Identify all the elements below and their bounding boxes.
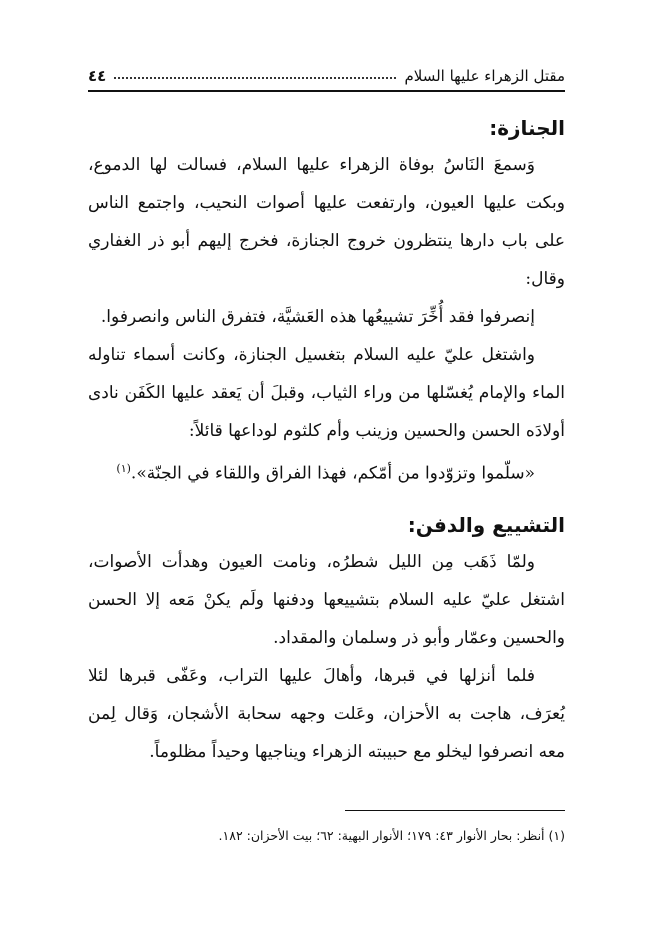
quote-paragraph <box>88 450 565 493</box>
section-heading-funeral: الجنازة: <box>489 116 565 140</box>
page-number: ٤٤ <box>88 67 107 85</box>
section-gap <box>88 493 565 507</box>
footnote: (١) أنظر: بحار الأنوار ٤٣: ١٧٩؛ الأنوار البهية: ٦٢؛ بيت الأحزان: ١٨٢. <box>218 828 565 843</box>
running-header <box>88 55 565 85</box>
paragraph: واشتغل عليّ عليه السلام بتغسيل الجنازة، وكانت أسماء تناوله الماء والإمام يُغسّلها من وراء الثياب، وقبلَ أن يَعقد عليها الكَفَن نادى أولادَه الحسن والحسين وزينب وأم كلثوم لوداعها قائلاً: <box>88 345 565 441</box>
footnote-marker: (١) <box>116 462 131 475</box>
paragraph: إنصرفوا فقد أُخِّرَ تشييعُها هذه العَشيَّة، فتفرق الناس وانصرفوا. <box>100 307 535 327</box>
paragraph: ولمّا ذَهَب مِن الليل شطرُه، ونامت العيون وهدأت الأصوات، اشتغل عليّ عليه السلام بتشييعها ودفنها ولَم يكنْ مَعه إلا الحسن والحسين وعمّار وأبو ذر وسلمان والمقداد. <box>88 551 565 648</box>
paragraph: وَسمعَ النَاسُ بوفاة الزهراء عليها السلام، فسالت لها الدموع، وبكت عليها العيون، وارتفعت عليها أصوات النحيب، واجتمع الناس على باب دارها ينتظرون خروج الجنازة، فخرج إليهم أبو ذر الغفاري وقال: <box>88 155 565 289</box>
footnote-rule <box>345 810 565 811</box>
page-body <box>88 110 565 771</box>
section-heading-burial: التشييع والدفن: <box>407 512 565 537</box>
book-title: مقتل الزهراء عليها السلام <box>404 67 565 85</box>
header-rule <box>88 90 565 92</box>
header-leader-dots <box>114 77 396 79</box>
quote-text: «سلّموا وتزوّدوا من أمّكم، فهذا الفراق واللقاء في الجنّة». <box>130 463 535 484</box>
paragraph: فلما أنزلها في قبرها، وأهالَ عليها التراب، وعَفّى قبرها لئلا يُعرَف، هاجت به الأحزان، وعَلت وجهه سحابة الأشجان، وَقال لِمن معه انصرفوا ليخلو مع حبيبته الزهراء ويناجيها وحيداً مظلوماً. <box>88 665 565 762</box>
